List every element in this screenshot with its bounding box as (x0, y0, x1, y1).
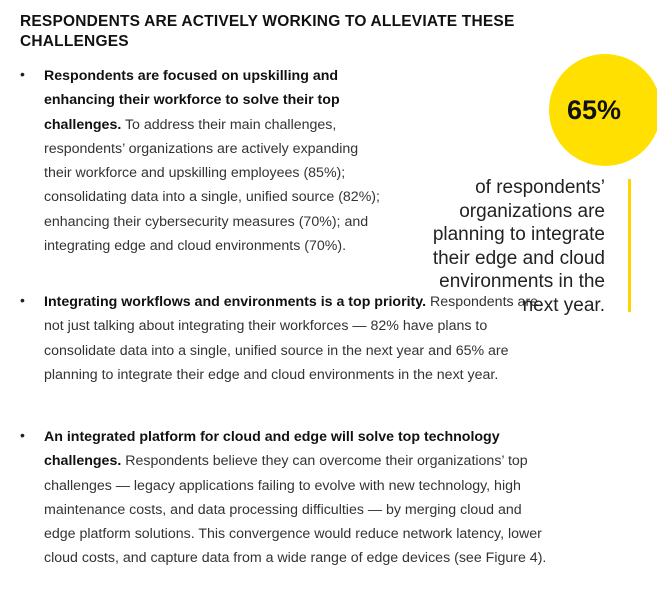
bullet-marker: • (20, 292, 25, 308)
bullet-lead: Integrating workflows and environments is a top priority. (44, 294, 427, 310)
section-heading: RESPONDENTS ARE ACTIVELY WORKING TO ALLEVIATE THESE CHALLENGES (20, 13, 515, 50)
bullet-item-platform (44, 425, 554, 571)
bullet-body: To address their main challenges, respondents’ organizations are actively expanding their workforce and upskilling employees (85%); consolidating data into a single, unified source (82%); enhancing their cybersecurity measures (70%); and integrating edge and cloud environments (70%). (44, 116, 380, 255)
bullet-lead: Respondents are focused on upskilling and enhancing their workforce to solve their top challenges. (44, 68, 340, 133)
bullet-marker: • (20, 427, 25, 443)
bullet-item-upskilling (44, 64, 389, 258)
callout-accent-rule (628, 179, 631, 312)
bullet-marker: • (20, 66, 25, 82)
bullet-body: Respondents are not just talking about integrating their workforces — 82% have plans to consolidate data into a single, unified source in the next year and 65% are planning to integrate their edge and cloud environments in the next year. (44, 294, 539, 383)
bullet-body: Respondents believe they can overcome their organizations’ top challenges — legacy applications failing to evolve with new technology, high maintenance costs, and data processing difficulties — by merging cloud and edge platform solutions. This convergence would reduce network latency, lower cloud costs, and capture data from a wide range of edge devices (see Figure 4). (44, 453, 547, 567)
callout-text: of respondents’ organizations are planning to integrate their edge and cloud environments in the next year. (432, 177, 605, 316)
bullet-lead: An integrated platform for cloud and edge will solve top technology challenges. (44, 429, 500, 470)
stat-circle (549, 54, 657, 166)
stat-value: 65% (566, 94, 622, 125)
